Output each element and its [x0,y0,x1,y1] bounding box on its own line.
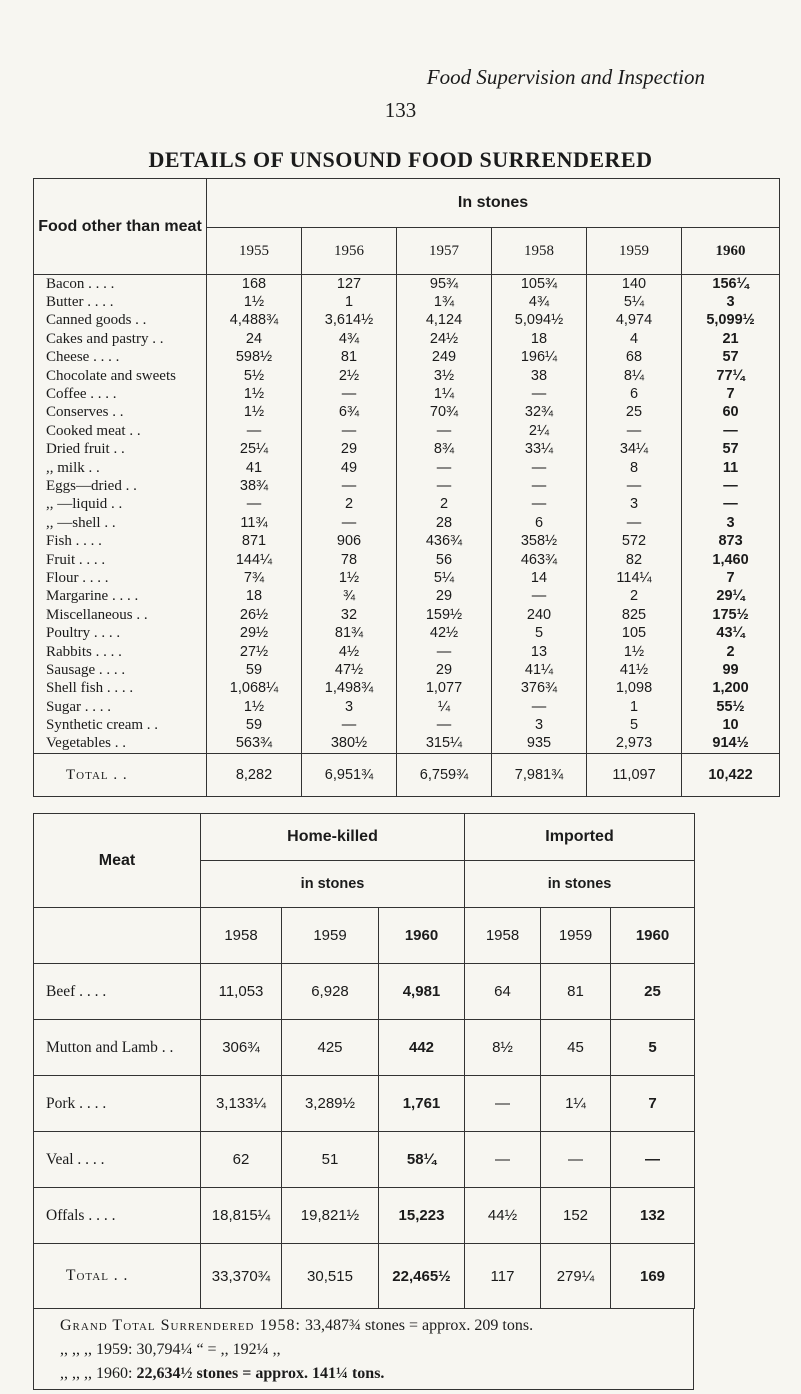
year-header: 1959 [541,908,611,964]
year-header: 1957 [397,228,492,275]
table-cell: 6 [492,514,587,532]
table-cell: — [492,588,587,606]
table-row [34,459,780,477]
table-cell: 10 [682,716,780,734]
grand-total-value: 33,487¾ stones = approx. 209 tons. [304,1317,534,1334]
table-cell: 1½ [207,385,302,403]
table-cell: 60 [682,404,780,422]
row-label: Offals . . . . [34,1188,201,1244]
total-cell: 7,981¾ [492,754,587,797]
table-row [34,330,780,348]
table-cell: 4,124 [397,312,492,330]
table-cell: 43¼ [682,624,780,642]
total-cell: 30,515 [282,1244,379,1309]
table-cell: — [397,643,492,661]
home-killed-unit: in stones [201,861,465,908]
table-cell: 2,973 [587,735,682,754]
table-cell: 5¼ [397,569,492,587]
table-cell: 1½ [207,293,302,311]
table-cell: — [465,1132,541,1188]
table-cell: 81¾ [302,624,397,642]
grand-total-value: 30,794¼ “ = ,, 192¼ ,, [136,1341,281,1358]
table-row [34,477,780,495]
total-cell: 6,951¾ [302,754,397,797]
table-cell: 168 [207,275,302,294]
row-label: Pork . . . . [34,1076,201,1132]
table-cell: — [541,1132,611,1188]
table-cell: 32 [302,606,397,624]
table-cell: 572 [587,532,682,550]
table-cell: 1,077 [397,680,492,698]
table-cell: 8 [587,459,682,477]
blank-cell [34,908,201,964]
table-cell: — [492,698,587,716]
table-cell: 5,094½ [492,312,587,330]
table-cell: 105¾ [492,275,587,294]
table-row [34,661,780,679]
table-cell: 24 [207,330,302,348]
table-cell: — [302,716,397,734]
table-cell: 3 [492,716,587,734]
table-cell: 78 [302,551,397,569]
table-cell: 140 [587,275,682,294]
page-title: DETAILS OF UNSOUND FOOD SURRENDERED [148,147,653,172]
year-header: 1958 [201,908,282,964]
table-row [34,404,780,422]
row-label: Sausage . . . . [46,661,126,678]
table-cell: 2 [397,496,492,514]
table-cell: 59 [207,716,302,734]
table-cell: 598½ [207,349,302,367]
table-cell: 3½ [397,367,492,385]
table-cell: 51 [282,1132,379,1188]
table-cell: 18 [207,588,302,606]
table-cell: 306¾ [201,1020,282,1076]
row-label: Margarine . . . . [46,588,139,605]
table-cell: 11¾ [207,514,302,532]
table-cell: 1½ [207,404,302,422]
table-row [34,532,780,550]
table-cell: 28 [397,514,492,532]
table-cell: 42½ [397,624,492,642]
table-cell: 11,053 [201,964,282,1020]
row-label: ,, —shell . . [46,514,116,531]
row-label: ,, —liquid . . [46,496,123,513]
row-label: Chocolate and sweets [46,367,176,384]
table-cell: 175½ [682,606,780,624]
table-cell: — [587,477,682,495]
table-cell: 1,761 [379,1076,465,1132]
table-cell: 1¾ [397,293,492,311]
table-cell: 4¾ [492,293,587,311]
table-cell: 82 [587,551,682,569]
table-cell: ¾ [302,588,397,606]
imported-header: Imported [465,814,695,861]
grand-total-value: 22,634½ stones = approx. 141¼ tons. [136,1365,385,1382]
table-cell: 4 [587,330,682,348]
table-cell: 15,223 [379,1188,465,1244]
grand-total-label: ,, ,, ,, 1959: [60,1341,133,1358]
year-header: 1958 [465,908,541,964]
row-label: Coffee . . . . [46,386,117,403]
table-cell: 1,068¼ [207,680,302,698]
row-label: ,, milk . . [46,459,100,476]
total-cell: 279¼ [541,1244,611,1309]
table-cell: 7 [611,1076,695,1132]
table-cell: 1½ [207,698,302,716]
table-cell: — [397,459,492,477]
table-cell: 2½ [302,367,397,385]
table-row [34,624,780,642]
table-cell: 358½ [492,532,587,550]
table-cell: 1¼ [397,385,492,403]
table-cell: 5½ [207,367,302,385]
table-row [34,514,780,532]
table-cell: 32¾ [492,404,587,422]
table-cell: 1,098 [587,680,682,698]
table-cell: 33¼ [492,441,587,459]
table-cell: 45 [541,1020,611,1076]
row-label: Canned goods . . [46,312,147,329]
table-cell: 29 [302,441,397,459]
table-cell: 29½ [207,624,302,642]
table-row [34,569,780,587]
table-row [34,698,780,716]
table-cell: 14 [492,569,587,587]
table-cell: 11 [682,459,780,477]
table-cell: 906 [302,532,397,550]
grand-total-1959 [60,1341,281,1359]
table-cell: 156¼ [682,275,780,294]
table-cell: 29¼ [682,588,780,606]
table-row [34,680,780,698]
table-cell: 2¼ [492,422,587,440]
meat-column-header: Meat [34,814,201,908]
table-cell: 5 [492,624,587,642]
table-cell: 871 [207,532,302,550]
table-cell: 1 [587,698,682,716]
row-label: Shell fish . . . . [46,680,134,697]
table-cell: 57 [682,349,780,367]
table-cell: 240 [492,606,587,624]
table-cell: 563¾ [207,735,302,754]
table-cell: 29 [397,661,492,679]
table-cell: 77¼ [682,367,780,385]
year-header: 1960 [682,228,780,275]
table-cell: 68 [587,349,682,367]
table-cell: 152 [541,1188,611,1244]
table-cell: 26½ [207,606,302,624]
grand-total-1960 [60,1365,384,1383]
table-cell: 25 [587,404,682,422]
table-cell: — [207,496,302,514]
table-row [34,496,780,514]
row-label: Miscellaneous . . [46,606,148,623]
table-cell: 81 [302,349,397,367]
table-cell: 144¼ [207,551,302,569]
table-cell: 3 [682,514,780,532]
row-label: Cooked meat . . [46,422,141,439]
table-cell: 2 [682,643,780,661]
total-cell: 6,759¾ [397,754,492,797]
table-cell: 95¾ [397,275,492,294]
table-cell: — [302,422,397,440]
table-cell: — [682,422,780,440]
total-row [34,1244,695,1309]
table-cell: 4,974 [587,312,682,330]
table-cell: 1¼ [541,1076,611,1132]
table-cell: 55½ [682,698,780,716]
table-row [34,422,780,440]
table-cell: — [587,514,682,532]
year-header: 1960 [379,908,465,964]
table-cell: 442 [379,1020,465,1076]
table-cell: 7¾ [207,569,302,587]
table-cell: 19,821½ [282,1188,379,1244]
table-row [34,716,780,734]
table-row [34,1132,695,1188]
meat-table [33,813,695,1309]
table-cell: 1,200 [682,680,780,698]
table-cell: 1½ [587,643,682,661]
total-label: Total . . [34,1244,201,1309]
table-cell: 41½ [587,661,682,679]
table-cell: 57 [682,441,780,459]
table-cell: 25 [611,964,695,1020]
table-cell: — [492,477,587,495]
row-label: Butter . . . . [46,294,114,311]
table-cell: 2 [302,496,397,514]
table-cell: 18 [492,330,587,348]
table-cell: 34¼ [587,441,682,459]
grand-total-label: ,, ,, ,, 1960: [60,1365,133,1382]
table-row [34,551,780,569]
table-row [34,964,695,1020]
row-label: Cheese . . . . [46,349,120,366]
table-cell: 44½ [465,1188,541,1244]
table-cell: 7 [682,385,780,403]
row-label: Sugar . . . . [46,698,111,715]
food-column-header: Food other than meat [34,179,207,275]
table-cell: 24½ [397,330,492,348]
table-cell: — [207,422,302,440]
table-cell: 6 [587,385,682,403]
table-cell: 5 [587,716,682,734]
table-cell: 5,099½ [682,312,780,330]
total-cell: 22,465½ [379,1244,465,1309]
table-cell: ¼ [397,698,492,716]
table-row [34,643,780,661]
total-cell: 117 [465,1244,541,1309]
row-label: Rabbits . . . . [46,643,122,660]
row-label: Synthetic cream . . [46,717,159,734]
home-killed-header: Home-killed [201,814,465,861]
table-cell: 825 [587,606,682,624]
table-cell: 3,133¼ [201,1076,282,1132]
table-cell: — [611,1132,695,1188]
running-header: Food Supervision and Inspection [426,65,705,89]
total-row [34,754,780,797]
row-label: Veal . . . . [34,1132,201,1188]
table-cell: 3 [302,698,397,716]
table-cell: 70¾ [397,404,492,422]
table-cell: 49 [302,459,397,477]
table-cell: 38¾ [207,477,302,495]
table-cell: 376¾ [492,680,587,698]
table-cell: 4¾ [302,330,397,348]
row-label: Eggs—dried . . [46,477,137,494]
table-cell: 249 [397,349,492,367]
year-header: 1956 [302,228,397,275]
table-cell: 1,498¾ [302,680,397,698]
table-cell: 6,928 [282,964,379,1020]
table-cell: 196¼ [492,349,587,367]
table-cell: 25¼ [207,441,302,459]
table-cell: 159½ [397,606,492,624]
table-cell: 114¼ [587,569,682,587]
page-number: 133 [384,98,417,122]
table-cell: 99 [682,661,780,679]
table-cell: — [302,514,397,532]
table-cell: 58¼ [379,1132,465,1188]
table-cell: 56 [397,551,492,569]
table-cell: 380½ [302,735,397,754]
table-cell: — [682,496,780,514]
table-cell: 105 [587,624,682,642]
year-header: 1955 [207,228,302,275]
table-cell: 2 [587,588,682,606]
in-stones-header: In stones [207,179,780,228]
table-cell: — [682,477,780,495]
table-cell: — [302,385,397,403]
total-cell: 8,282 [207,754,302,797]
table-cell: 1½ [302,569,397,587]
table-cell: 463¾ [492,551,587,569]
table-cell: 5 [611,1020,695,1076]
table-cell: — [302,477,397,495]
year-header: 1960 [611,908,695,964]
row-label: Beef . . . . [34,964,201,1020]
grand-total-label: Grand Total Surrendered 1958: [60,1317,301,1334]
table-cell: 62 [201,1132,282,1188]
table-row [34,1188,695,1244]
table-cell: 7 [682,569,780,587]
table-cell: 914½ [682,735,780,754]
table-cell: 4½ [302,643,397,661]
total-cell: 169 [611,1244,695,1309]
table-cell: 47½ [302,661,397,679]
table-row [34,367,780,385]
table-cell: 935 [492,735,587,754]
table-cell: — [492,459,587,477]
row-label: Vegetables . . [46,735,126,752]
imported-unit: in stones [465,861,695,908]
total-cell: 11,097 [587,754,682,797]
table-cell: 13 [492,643,587,661]
year-header: 1959 [587,228,682,275]
table-cell: 4,488¾ [207,312,302,330]
row-label: Fruit . . . . [46,551,106,568]
table-cell: 3 [587,496,682,514]
table-cell: 18,815¼ [201,1188,282,1244]
grand-total-1958 [60,1317,533,1335]
table-row [34,385,780,403]
table-cell: — [397,716,492,734]
table-cell: — [492,496,587,514]
table-cell: 38 [492,367,587,385]
table-row [34,312,780,330]
table-cell: — [397,422,492,440]
table-cell: 8½ [465,1020,541,1076]
table-cell: 41 [207,459,302,477]
table-row [34,1020,695,1076]
table-cell: — [587,422,682,440]
table-row [34,275,780,294]
table-row [34,606,780,624]
table-cell: 1,460 [682,551,780,569]
row-label: Fish . . . . [46,533,102,550]
table-cell: — [465,1076,541,1132]
table-cell: 64 [465,964,541,1020]
table-cell: 1 [302,293,397,311]
table-cell: 425 [282,1020,379,1076]
table-cell: 59 [207,661,302,679]
table-cell: 21 [682,330,780,348]
table-cell: — [492,385,587,403]
total-label: Total . . [34,754,207,797]
table-cell: 873 [682,532,780,550]
year-header: 1958 [492,228,587,275]
row-label: Flour . . . . [46,569,109,586]
table-cell: 436¾ [397,532,492,550]
table-row [34,293,780,311]
table-cell: 127 [302,275,397,294]
table-cell: 3 [682,293,780,311]
row-label: Conserves . . [46,404,124,421]
table-cell: 6¾ [302,404,397,422]
table-row [34,441,780,459]
table-cell: 4,981 [379,964,465,1020]
table-cell: 3,289½ [282,1076,379,1132]
table-cell: 41¼ [492,661,587,679]
table-cell: 8¼ [587,367,682,385]
table-cell: 29 [397,588,492,606]
row-label: Bacon . . . . [46,275,115,292]
total-cell: 10,422 [682,754,780,797]
year-header: 1959 [282,908,379,964]
row-label: Dried fruit . . [46,441,125,458]
table-row [34,1076,695,1132]
table-cell: 8¾ [397,441,492,459]
food-other-than-meat-table [33,178,780,797]
table-cell: 81 [541,964,611,1020]
table-cell: 132 [611,1188,695,1244]
table-row [34,349,780,367]
row-label: Mutton and Lamb . . [34,1020,201,1076]
table-row [34,588,780,606]
table-cell: — [397,477,492,495]
table-cell: 27½ [207,643,302,661]
table-cell: 5¼ [587,293,682,311]
row-label: Cakes and pastry . . [46,330,164,347]
table-cell: 315¼ [397,735,492,754]
total-cell: 33,370¾ [201,1244,282,1309]
table-cell: 3,614½ [302,312,397,330]
table-row [34,735,780,754]
row-label: Poultry . . . . [46,625,121,642]
